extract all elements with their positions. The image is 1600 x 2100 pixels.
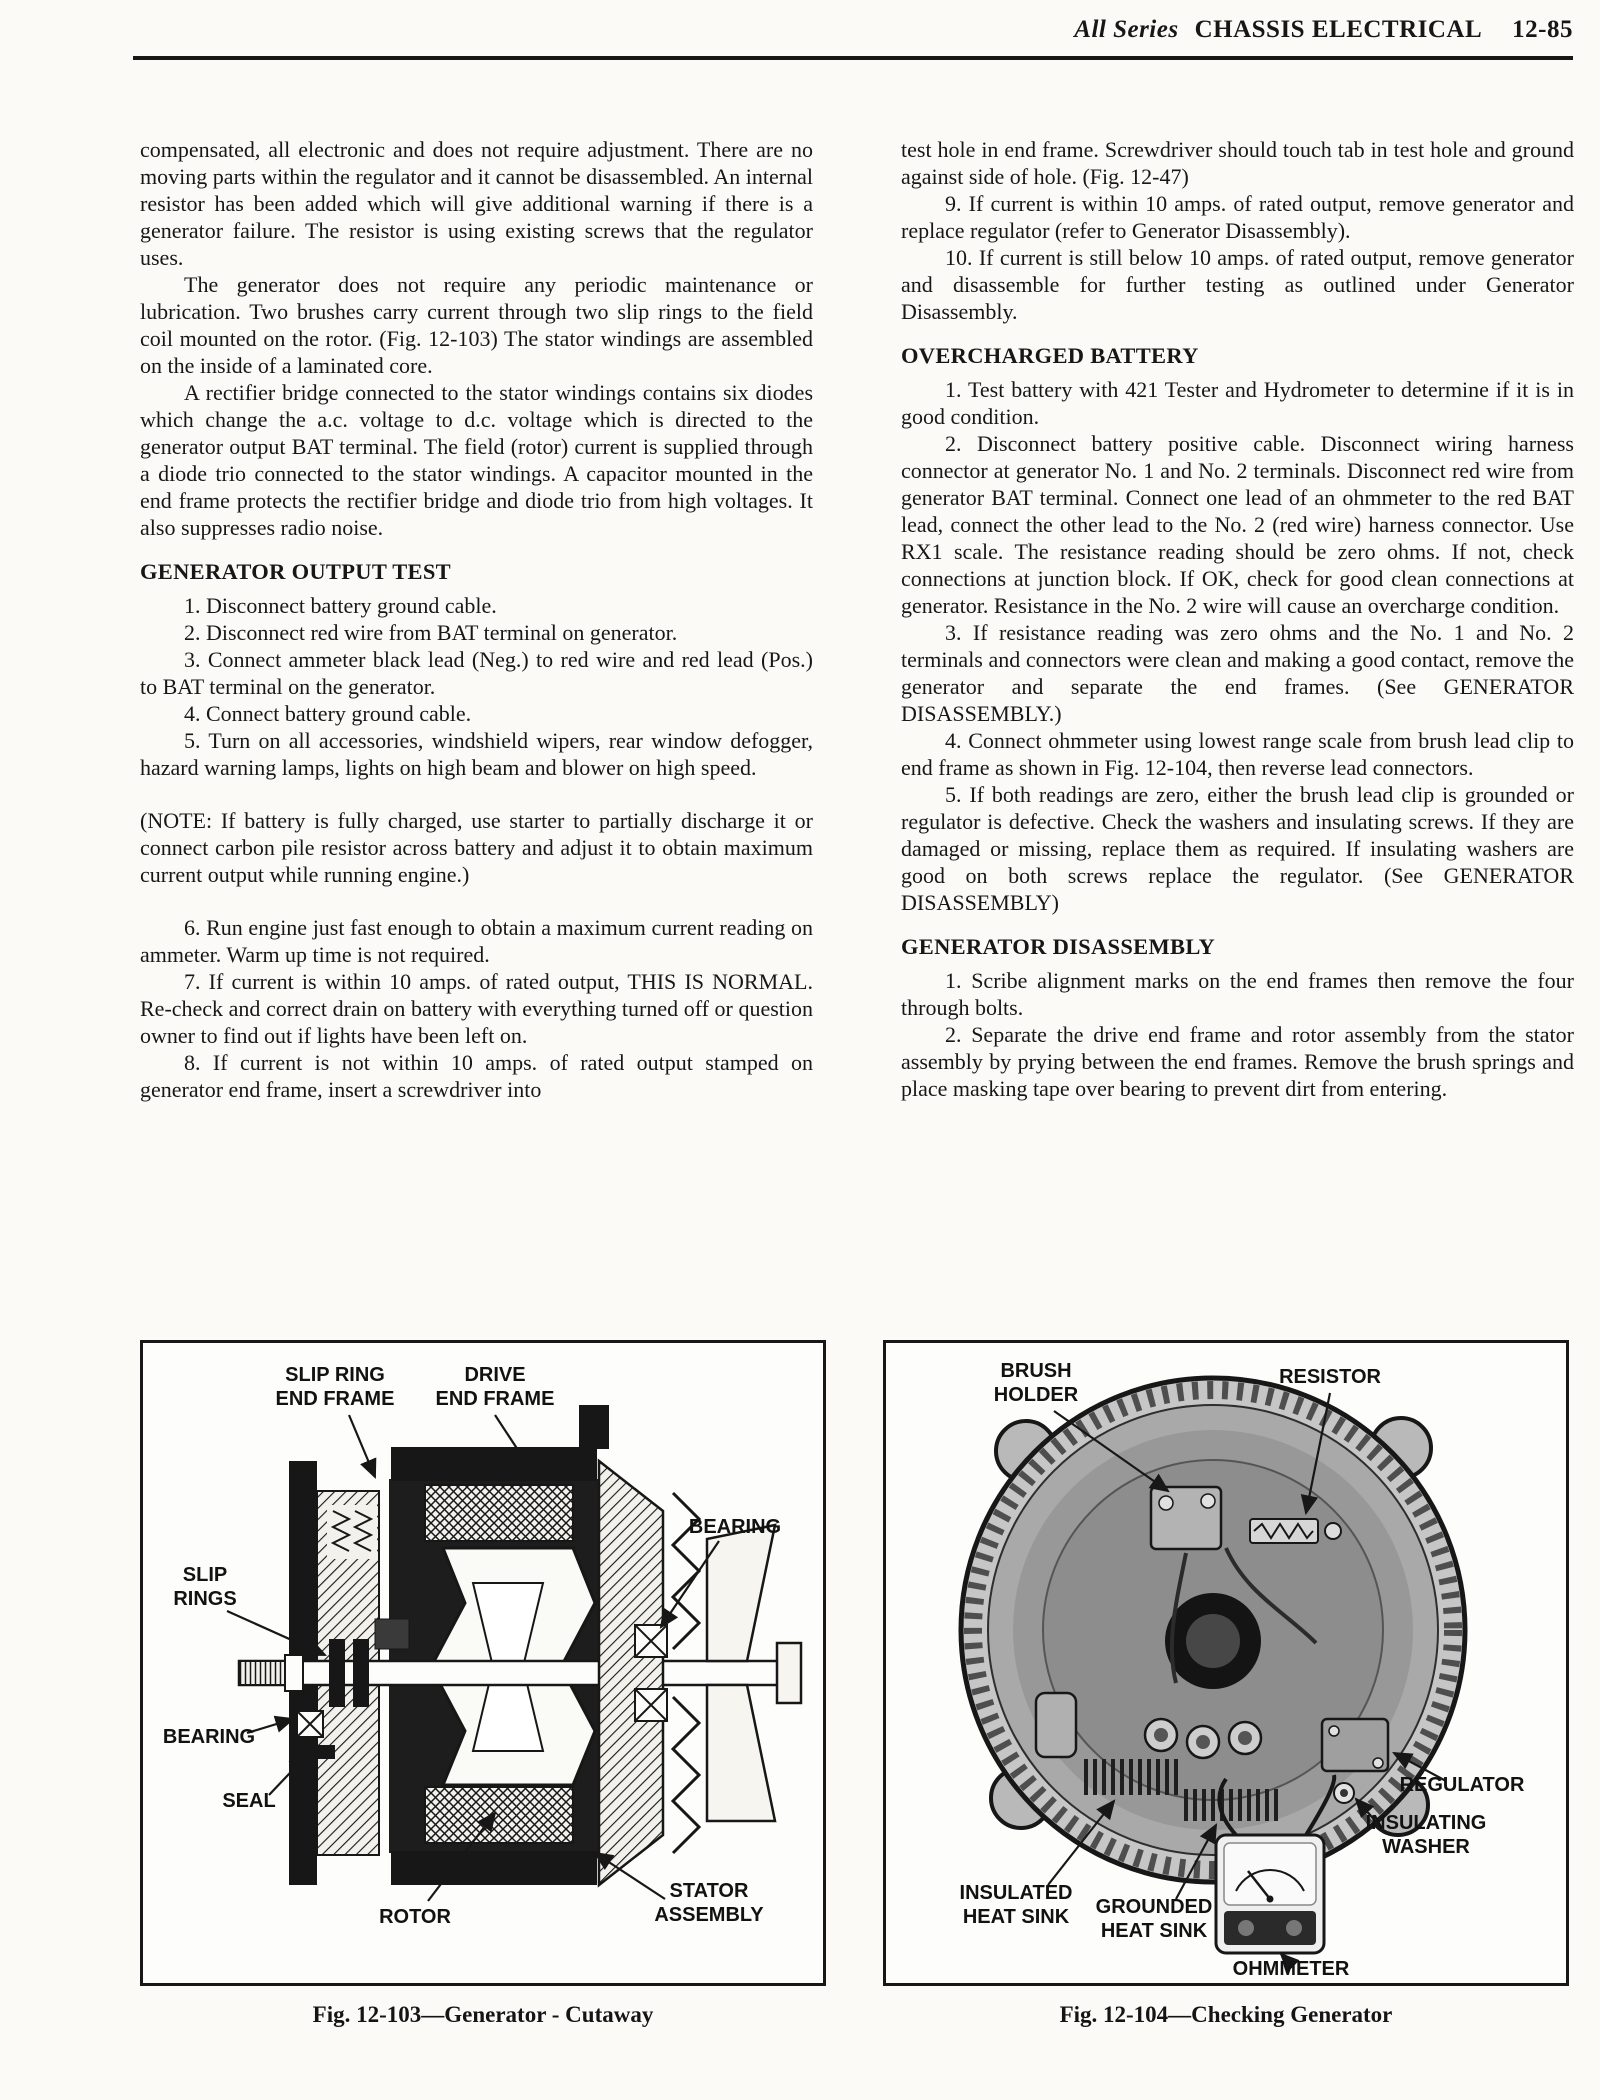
output-test-step-7: 7. If current is within 10 amps. of rated output, THIS IS NORMAL. Re-check and correct drain on battery with everything turned off or question owner to find out if lights have been left on. (140, 969, 813, 1048)
right-column (901, 136, 1574, 1103)
output-test-step-6: 6. Run engine just fast enough to obtain a maximum current reading on ammeter. Warm up time is not required. (140, 915, 813, 967)
header-page-number: 12-85 (1512, 16, 1573, 43)
fan-blades (673, 1697, 699, 1853)
heading-overcharged-battery: OVERCHARGED BATTERY (901, 343, 1199, 368)
paragraph-rectifier-bridge: A rectifier bridge connected to the stator windings contains six diodes which change the a.c. voltage to d.c. voltage which is directed to the generator output BAT terminal. The field (rotor) current is supplied through a diode trio connected to the stator windings. A capacitor mounted in the end frame protects the rectifier bridge and diode trio from high voltages. It also suppresses radio noise. (140, 380, 813, 540)
disassembly-step-2: 2. Separate the drive end frame and rotor assembly from the stator assembly by prying between the end frames. Remove the brush springs and place masking tape over bearing to prevent dirt from entering. (901, 1022, 1574, 1101)
capacitor-part (1036, 1693, 1076, 1757)
header-section-title: CHASSIS ELECTRICAL (1194, 16, 1483, 43)
overcharged-step-5: 5. If both readings are zero, either the brush lead clip is grounded or regulator is defective. Check the washers and insulating screws. If they are damaged or missing, replace them as required. If insulating washers are good on both screws replace the regulator. (See GENERATOR DISASSEMBLY) (901, 782, 1574, 915)
output-test-step-8: 8. If current is not within 10 amps. of rated output stamped on generator end frame, insert a screwdriver into (140, 1050, 813, 1102)
slip-ring (329, 1639, 345, 1707)
output-test-step-1: 1. Disconnect battery ground cable. (184, 593, 497, 618)
label-slip-rings: RINGS (173, 1588, 237, 1610)
figure-checking-box (883, 1340, 1569, 1986)
figure-cutaway-box (140, 1340, 826, 1986)
checking-generator-illustration (886, 1343, 1566, 1983)
label-drive-end-frame: DRIVE (464, 1364, 526, 1386)
header-rule (133, 56, 1573, 60)
disassembly-step-1: 1. Scribe alignment marks on the end frames then remove the four through bolts. (901, 968, 1574, 1020)
label-stator-assembly: ASSEMBLY (654, 1904, 764, 1926)
overcharged-step-1: 1. Test battery with 421 Tester and Hydrometer to determine if it is in good condition. (901, 377, 1574, 429)
left-column (140, 136, 813, 1103)
shaft-nut (777, 1643, 801, 1703)
paragraph-compensated: compensated, all electronic and does not require adjustment. There are no moving parts within the regulator and it cannot be disassembled. An internal resistor has been added which will give additional warning if there is a generator failure. The resistor is using existing screws that the regulator uses. (140, 137, 813, 270)
label-seal: SEAL (222, 1790, 276, 1812)
label-brush-holder: BRUSH (1000, 1360, 1072, 1382)
heading-generator-disassembly: GENERATOR DISASSEMBLY (901, 934, 1216, 959)
label-regulator: REGULATOR (1399, 1774, 1525, 1796)
terminal-stud (579, 1405, 609, 1449)
label-stator-assembly: STATOR (669, 1880, 749, 1902)
output-test-step-2: 2. Disconnect red wire from BAT terminal on generator. (184, 620, 678, 645)
stator-winding-top (425, 1485, 573, 1541)
label-grounded-heat-sink: HEAT SINK (1100, 1920, 1208, 1942)
figure-generator-cutaway (140, 1340, 826, 2028)
overcharged-step-3: 3. If resistance reading was zero ohms and the No. 1 and No. 2 terminals and connectors were clean and making a good contact, remove the generator and separate the end frames. (See GENERATOR DISASSEMBLY.) (901, 620, 1574, 726)
label-resistor: RESISTOR (1279, 1366, 1381, 1388)
label-brush-holder: HOLDER (993, 1384, 1079, 1406)
label-insulating-washer: WASHER (1382, 1836, 1470, 1858)
seal-part (311, 1745, 335, 1759)
output-test-step-3: 3. Connect ammeter black lead (Neg.) to red wire and red lead (Pos.) to BAT terminal on the generator. (140, 647, 813, 699)
label-slip-ring-end-frame: END FRAME (275, 1388, 395, 1410)
label-rotor: ROTOR (379, 1906, 451, 1928)
generator-cutaway-illustration (143, 1343, 823, 1983)
paragraph-generator-maintenance: The generator does not require any periodic maintenance or lubrication. Two brushes carry current through two slip rings to the field coil mounted on the rotor. (Fig. 12-103) The stator windings are assembled on the inside of a laminated core. (140, 272, 813, 378)
drive-end-frame-body (599, 1461, 663, 1885)
output-test-step-10: 10. If current is still below 10 amps. of rated output, remove generator and disassemble for further testing as outlined under Generator Disassembly. (901, 245, 1574, 324)
heading-generator-output-test: GENERATOR OUTPUT TEST (140, 559, 451, 584)
regulator-part (1322, 1719, 1388, 1771)
label-insulated-heat-sink: INSULATED (959, 1882, 1073, 1904)
overcharged-step-2: 2. Disconnect battery positive cable. Disconnect wiring harness connector at generator No. 1 and No. 2 terminals. Disconnect red wire from generator BAT terminal. Connect one lead of an ohmmeter to the red BAT lead, connect the other lead to the No. 2 (red wire) harness connector. Use RX1 scale. The resistance reading should be zero ohms. If not, check connections at junction block. If OK, check for good clean connections at generator. Resistance in the No. 2 wire will cause an overcharge condition. (901, 431, 1574, 618)
generator-end-view-drawing (961, 1378, 1465, 1953)
label-slip-rings: SLIP (182, 1564, 228, 1586)
text-columns (140, 136, 1574, 1103)
figures-row (140, 1340, 1570, 2028)
label-bearing-drive-end: BEARING (688, 1516, 782, 1538)
slip-ring-end-bearing (297, 1711, 323, 1737)
diode-terminals (1145, 1719, 1261, 1758)
brush-holder-part (1151, 1487, 1221, 1549)
output-test-step-4: 4. Connect battery ground cable. (184, 701, 472, 726)
label-insulating-washer: INSULATING (1365, 1812, 1487, 1834)
paragraph-continuation: test hole in end frame. Screwdriver should touch tab in test hole and ground against side of hole. (Fig. 12-47) (901, 137, 1574, 189)
pulley (707, 1685, 775, 1821)
figure-checking-caption: Fig. 12-104—Checking Generator (1059, 2002, 1393, 2027)
figure-cutaway-caption: Fig. 12-103—Generator - Cutaway (312, 2002, 654, 2027)
label-drive-end-frame: END FRAME (435, 1388, 555, 1410)
overcharged-step-4: 4. Connect ohmmeter using lowest range scale from brush lead clip to end frame as shown in Fig. 12-104, then reverse lead connectors. (901, 728, 1574, 780)
insulating-washer-part (1334, 1783, 1354, 1803)
label-insulated-heat-sink: HEAT SINK (962, 1906, 1070, 1928)
note-paragraph: (NOTE: If battery is fully charged, use starter to partially discharge it or connect carbon pile resistor across battery and adjust it to obtain maximum current output while running engine.) (140, 808, 813, 887)
output-test-step-5: 5. Turn on all accessories, windshield wipers, rear window defogger, hazard warning lamps, lights on high beam and blower on high speed. (140, 728, 813, 780)
running-header (133, 16, 1573, 44)
output-test-step-9: 9. If current is within 10 amps. of rated output, remove generator and replace regulator (refer to Generator Disassembly). (901, 191, 1574, 243)
label-grounded-heat-sink: GROUNDED (1095, 1896, 1213, 1918)
header-series: All Series (1074, 16, 1179, 43)
brush-block (375, 1619, 409, 1649)
label-ohmmeter: OHMMETER (1232, 1958, 1350, 1980)
label-bearing-slip-ring-end: BEARING (162, 1726, 256, 1748)
shaft (239, 1661, 785, 1685)
stator-winding-bottom (425, 1787, 573, 1843)
figure-checking-generator (883, 1340, 1569, 2028)
slip-ring (353, 1639, 369, 1707)
label-slip-ring-end-frame: SLIP RING (285, 1364, 385, 1386)
generator-cutaway-drawing (239, 1405, 801, 1885)
